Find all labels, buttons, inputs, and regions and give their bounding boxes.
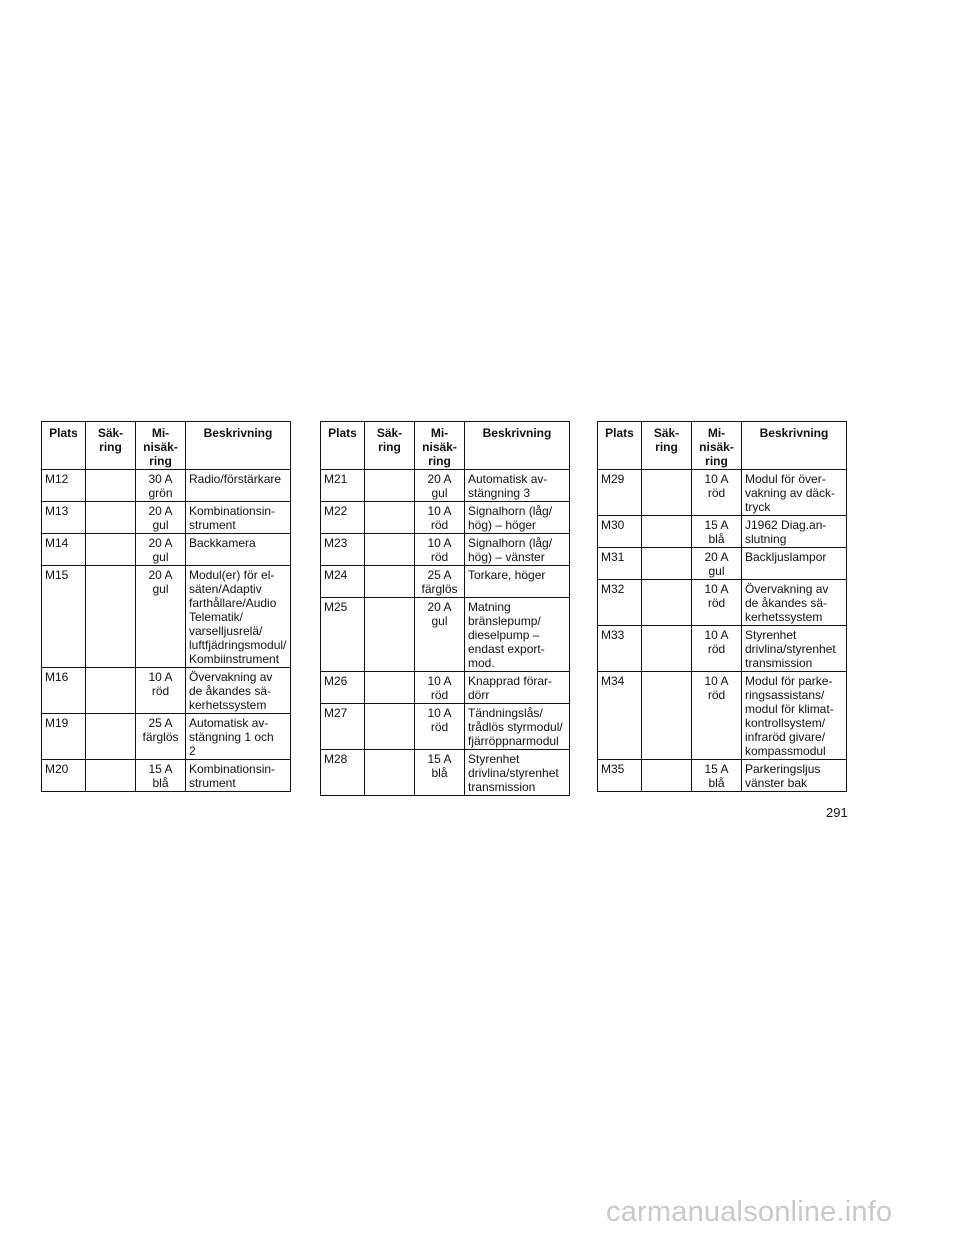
cell-sakring	[642, 580, 692, 626]
cell-sakring	[365, 502, 415, 534]
cell-sakring	[365, 534, 415, 566]
cell-beskrivning: Automatisk av- stängning 1 och 2	[186, 714, 291, 760]
table-row	[598, 548, 847, 580]
cell-beskrivning: Modul för parke- ringsassistans/ modul för klimat- kontrollsystem/ infraröd givare/ kompassmodul	[742, 672, 847, 760]
cell-minisakring: 10 A röd	[136, 668, 186, 714]
table-row	[321, 470, 570, 502]
cell-sakring	[86, 534, 136, 566]
cell-minisakring: 30 A grön	[136, 470, 186, 502]
cell-minisakring: 15 A blå	[136, 760, 186, 792]
cell-sakring	[86, 714, 136, 760]
cell-plats: M22	[321, 502, 365, 534]
cell-minisakring: 20 A gul	[136, 534, 186, 566]
cell-sakring	[642, 672, 692, 760]
cell-beskrivning: Backkamera	[186, 534, 291, 566]
cell-sakring	[86, 566, 136, 668]
header-sakring: Säk- ring	[642, 422, 692, 470]
cell-plats: M28	[321, 750, 365, 796]
cell-plats: M29	[598, 470, 642, 516]
header-beskrivning: Beskrivning	[186, 422, 291, 470]
cell-beskrivning: Automatisk av- stängning 3	[465, 470, 570, 502]
header-minisakring: Mi- nisäk- ring	[692, 422, 742, 470]
cell-minisakring: 20 A gul	[692, 548, 742, 580]
table-row	[42, 760, 291, 792]
cell-beskrivning: Radio/förstärkare	[186, 470, 291, 502]
cell-sakring	[642, 470, 692, 516]
table-header-row	[321, 422, 570, 470]
cell-beskrivning: Tändningslås/ trådlös styrmodul/ fjärröppnarmodul	[465, 704, 570, 750]
cell-plats: M24	[321, 566, 365, 598]
header-minisakring: Mi- nisäk- ring	[415, 422, 465, 470]
table-row	[42, 714, 291, 760]
page-number: 291	[826, 805, 848, 820]
cell-sakring	[365, 704, 415, 750]
table-row	[42, 470, 291, 502]
cell-minisakring: 15 A blå	[692, 760, 742, 792]
cell-sakring	[642, 760, 692, 792]
cell-minisakring: 10 A röd	[692, 580, 742, 626]
cell-sakring	[365, 598, 415, 672]
cell-sakring	[365, 672, 415, 704]
header-sakring: Säk- ring	[86, 422, 136, 470]
cell-beskrivning: Parkeringsljus vänster bak	[742, 760, 847, 792]
cell-plats: M23	[321, 534, 365, 566]
cell-beskrivning: Signalhorn (låg/ hög) – höger	[465, 502, 570, 534]
cell-plats: M33	[598, 626, 642, 672]
cell-sakring	[86, 668, 136, 714]
header-plats: Plats	[42, 422, 86, 470]
cell-beskrivning: Torkare, höger	[465, 566, 570, 598]
table-row	[42, 566, 291, 668]
table-row	[598, 580, 847, 626]
cell-beskrivning: Knapprad förar- dörr	[465, 672, 570, 704]
cell-plats: M14	[42, 534, 86, 566]
table-row	[321, 534, 570, 566]
cell-sakring	[86, 502, 136, 534]
header-beskrivning: Beskrivning	[742, 422, 847, 470]
table-row	[321, 750, 570, 796]
cell-sakring	[642, 626, 692, 672]
cell-beskrivning: Övervakning av de åkandes sä- kerhetssystem	[742, 580, 847, 626]
cell-plats: M34	[598, 672, 642, 760]
cell-plats: M26	[321, 672, 365, 704]
cell-beskrivning: Modul(er) för el- säten/Adaptiv farthållare/Audio Telematik/ varselljusrelä/ luftfjädringsmodul/ Kombiinstrument	[186, 566, 291, 668]
table-row	[321, 672, 570, 704]
table-row	[321, 502, 570, 534]
table-header-row	[598, 422, 847, 470]
cell-sakring	[642, 516, 692, 548]
cell-sakring	[365, 566, 415, 598]
cell-beskrivning: Modul för över- vakning av däck- tryck	[742, 470, 847, 516]
cell-minisakring: 10 A röd	[415, 704, 465, 750]
cell-plats: M21	[321, 470, 365, 502]
table-row	[321, 704, 570, 750]
cell-minisakring: 10 A röd	[415, 534, 465, 566]
table-row	[42, 534, 291, 566]
cell-minisakring: 20 A gul	[415, 598, 465, 672]
header-plats: Plats	[598, 422, 642, 470]
cell-beskrivning: Styrenhet drivlina/styrenhet transmission	[742, 626, 847, 672]
cell-beskrivning: Kombinationsin- strument	[186, 502, 291, 534]
cell-minisakring: 20 A gul	[136, 502, 186, 534]
cell-minisakring: 10 A röd	[692, 470, 742, 516]
cell-beskrivning: Backljuslampor	[742, 548, 847, 580]
cell-beskrivning: J1962 Diag.an- slutning	[742, 516, 847, 548]
cell-minisakring: 20 A gul	[136, 566, 186, 668]
table-row	[42, 502, 291, 534]
cell-minisakring: 10 A röd	[415, 672, 465, 704]
table-row	[321, 566, 570, 598]
table-row	[42, 668, 291, 714]
cell-minisakring: 10 A röd	[415, 502, 465, 534]
cell-plats: M20	[42, 760, 86, 792]
cell-plats: M13	[42, 502, 86, 534]
cell-beskrivning: Övervakning av de åkandes sä- kerhetssystem	[186, 668, 291, 714]
cell-plats: M16	[42, 668, 86, 714]
cell-plats: M30	[598, 516, 642, 548]
cell-sakring	[365, 750, 415, 796]
cell-sakring	[86, 760, 136, 792]
cell-minisakring: 20 A gul	[415, 470, 465, 502]
fuse-table-1	[41, 421, 291, 792]
table-row	[598, 760, 847, 792]
table-row	[321, 598, 570, 672]
cell-minisakring: 15 A blå	[415, 750, 465, 796]
cell-plats: M27	[321, 704, 365, 750]
cell-beskrivning: Styrenhet drivlina/styrenhet transmission	[465, 750, 570, 796]
cell-beskrivning: Kombinationsin- strument	[186, 760, 291, 792]
cell-sakring	[642, 548, 692, 580]
cell-sakring	[365, 470, 415, 502]
table-row	[598, 470, 847, 516]
cell-minisakring: 15 A blå	[692, 516, 742, 548]
cell-plats: M15	[42, 566, 86, 668]
table-row	[598, 672, 847, 760]
cell-minisakring: 25 A färglös	[415, 566, 465, 598]
table-header-row	[42, 422, 291, 470]
cell-minisakring: 10 A röd	[692, 626, 742, 672]
cell-plats: M19	[42, 714, 86, 760]
cell-sakring	[86, 470, 136, 502]
cell-minisakring: 25 A färglös	[136, 714, 186, 760]
fuse-table-3	[597, 421, 847, 792]
header-plats: Plats	[321, 422, 365, 470]
cell-beskrivning: Signalhorn (låg/ hög) – vänster	[465, 534, 570, 566]
cell-plats: M35	[598, 760, 642, 792]
cell-plats: M31	[598, 548, 642, 580]
cell-beskrivning: Matning bränslepump/ dieselpump – endast export- mod.	[465, 598, 570, 672]
watermark: carmanualsonline.info	[606, 1196, 893, 1228]
header-sakring: Säk- ring	[365, 422, 415, 470]
header-minisakring: Mi- nisäk- ring	[136, 422, 186, 470]
cell-plats: M25	[321, 598, 365, 672]
cell-plats: M12	[42, 470, 86, 502]
fuse-table-2	[320, 421, 570, 796]
header-beskrivning: Beskrivning	[465, 422, 570, 470]
table-row	[598, 626, 847, 672]
cell-minisakring: 10 A röd	[692, 672, 742, 760]
table-row	[598, 516, 847, 548]
cell-plats: M32	[598, 580, 642, 626]
